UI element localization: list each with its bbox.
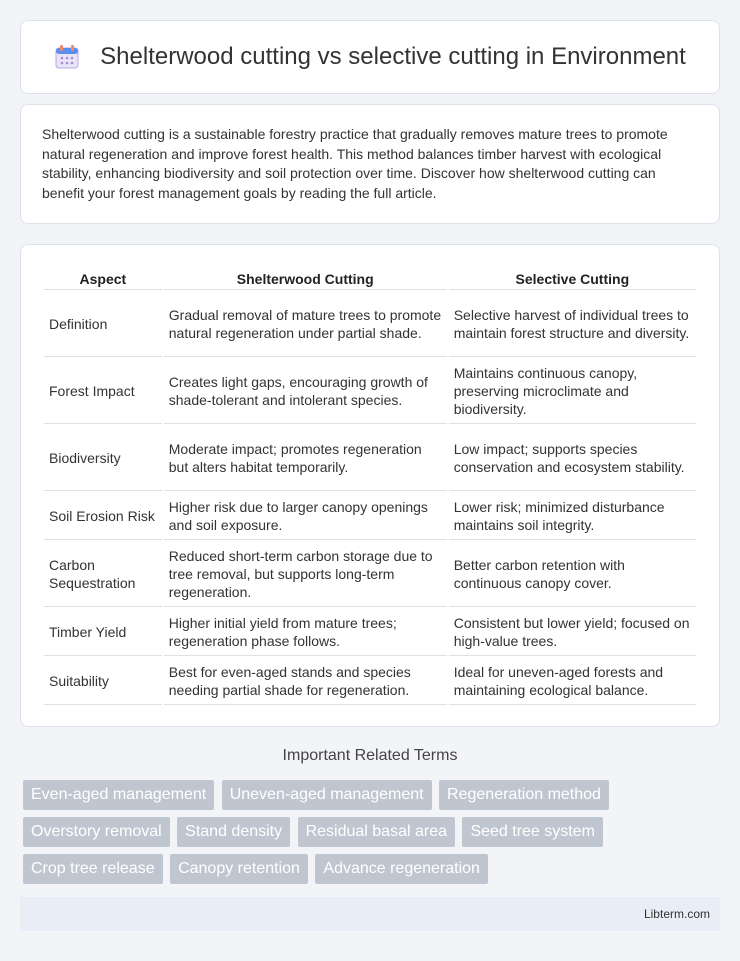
tag-even-aged-management[interactable]: Even-aged management [23, 780, 214, 810]
row-shelterwood: Best for even-aged stands and species needing partial shade for regeneration. [164, 658, 447, 705]
row-selective: Selective harvest of individual trees to maintain forest structure and diversity. [449, 292, 696, 357]
tag-uneven-aged-management[interactable]: Uneven-aged management [222, 780, 432, 810]
tag-overstory-removal[interactable]: Overstory removal [23, 817, 170, 847]
row-selective: Maintains continuous canopy, preserving microclimate and biodiversity. [449, 359, 696, 424]
table-row [44, 426, 696, 491]
row-shelterwood: Creates light gaps, encouraging growth of shade-tolerant and intolerant species. [164, 359, 447, 424]
row-shelterwood: Reduced short-term carbon storage due to tree removal, but supports long-term regeneration. [164, 542, 447, 607]
tag-canopy-retention[interactable]: Canopy retention [170, 854, 308, 884]
row-selective: Better carbon retention with continuous canopy cover. [449, 542, 696, 607]
header-shelterwood: Shelterwood Cutting [164, 267, 447, 290]
row-selective: Ideal for uneven-aged forests and maintaining ecological balance. [449, 658, 696, 705]
row-shelterwood: Higher risk due to larger canopy openings and soil exposure. [164, 493, 447, 540]
row-selective: Low impact; supports species conservation and ecosystem stability. [449, 426, 696, 491]
table-row [44, 658, 696, 705]
row-aspect: Carbon Sequestration [44, 542, 162, 607]
related-terms-tags [23, 780, 723, 891]
tag-stand-density[interactable]: Stand density [177, 817, 290, 847]
tag-seed-tree-system[interactable]: Seed tree system [462, 817, 603, 847]
intro-card [20, 104, 720, 224]
header-card [20, 20, 720, 94]
row-aspect: Suitability [44, 658, 162, 705]
row-selective: Lower risk; minimized disturbance maintains soil integrity. [449, 493, 696, 540]
row-shelterwood: Gradual removal of mature trees to promote natural regeneration under partial shade. [164, 292, 447, 357]
table-header-row [44, 267, 696, 290]
header-aspect: Aspect [44, 267, 162, 290]
intro-text: Shelterwood cutting is a sustainable forestry practice that gradually removes mature trees to promote natural regeneration and improve forest health. This method balances timber harvest with ecological stability, enhancing biodiversity and soil protection over time. Discover how shelterwood cutting can benefit your forest management goals by reading the full article. [42, 126, 668, 201]
table-row [44, 359, 696, 424]
row-shelterwood: Higher initial yield from mature trees; regeneration phase follows. [164, 609, 447, 656]
table-row [44, 292, 696, 357]
header-selective: Selective Cutting [449, 267, 696, 290]
page-title: Shelterwood cutting vs selective cutting in Environment [100, 43, 686, 70]
related-terms-title: Important Related Terms [282, 747, 458, 764]
row-shelterwood: Moderate impact; promotes regeneration but alters habitat temporarily. [164, 426, 447, 491]
tag-regeneration-method[interactable]: Regeneration method [439, 780, 609, 810]
calendar-icon [54, 44, 80, 70]
table-row [44, 493, 696, 540]
comparison-card [20, 244, 720, 727]
table-row [44, 609, 696, 656]
row-aspect: Soil Erosion Risk [44, 493, 162, 540]
table-row [44, 542, 696, 607]
tag-advance-regeneration[interactable]: Advance regeneration [315, 854, 488, 884]
tag-crop-tree-release[interactable]: Crop tree release [23, 854, 163, 884]
footer [20, 897, 720, 931]
row-selective: Consistent but lower yield; focused on high-value trees. [449, 609, 696, 656]
row-aspect: Forest Impact [44, 359, 162, 424]
comparison-table [42, 265, 698, 707]
row-aspect: Timber Yield [44, 609, 162, 656]
row-aspect: Definition [44, 292, 162, 357]
row-aspect: Biodiversity [44, 426, 162, 491]
tag-residual-basal-area[interactable]: Residual basal area [298, 817, 455, 847]
footer-site-link[interactable]: Libterm.com [643, 907, 710, 921]
